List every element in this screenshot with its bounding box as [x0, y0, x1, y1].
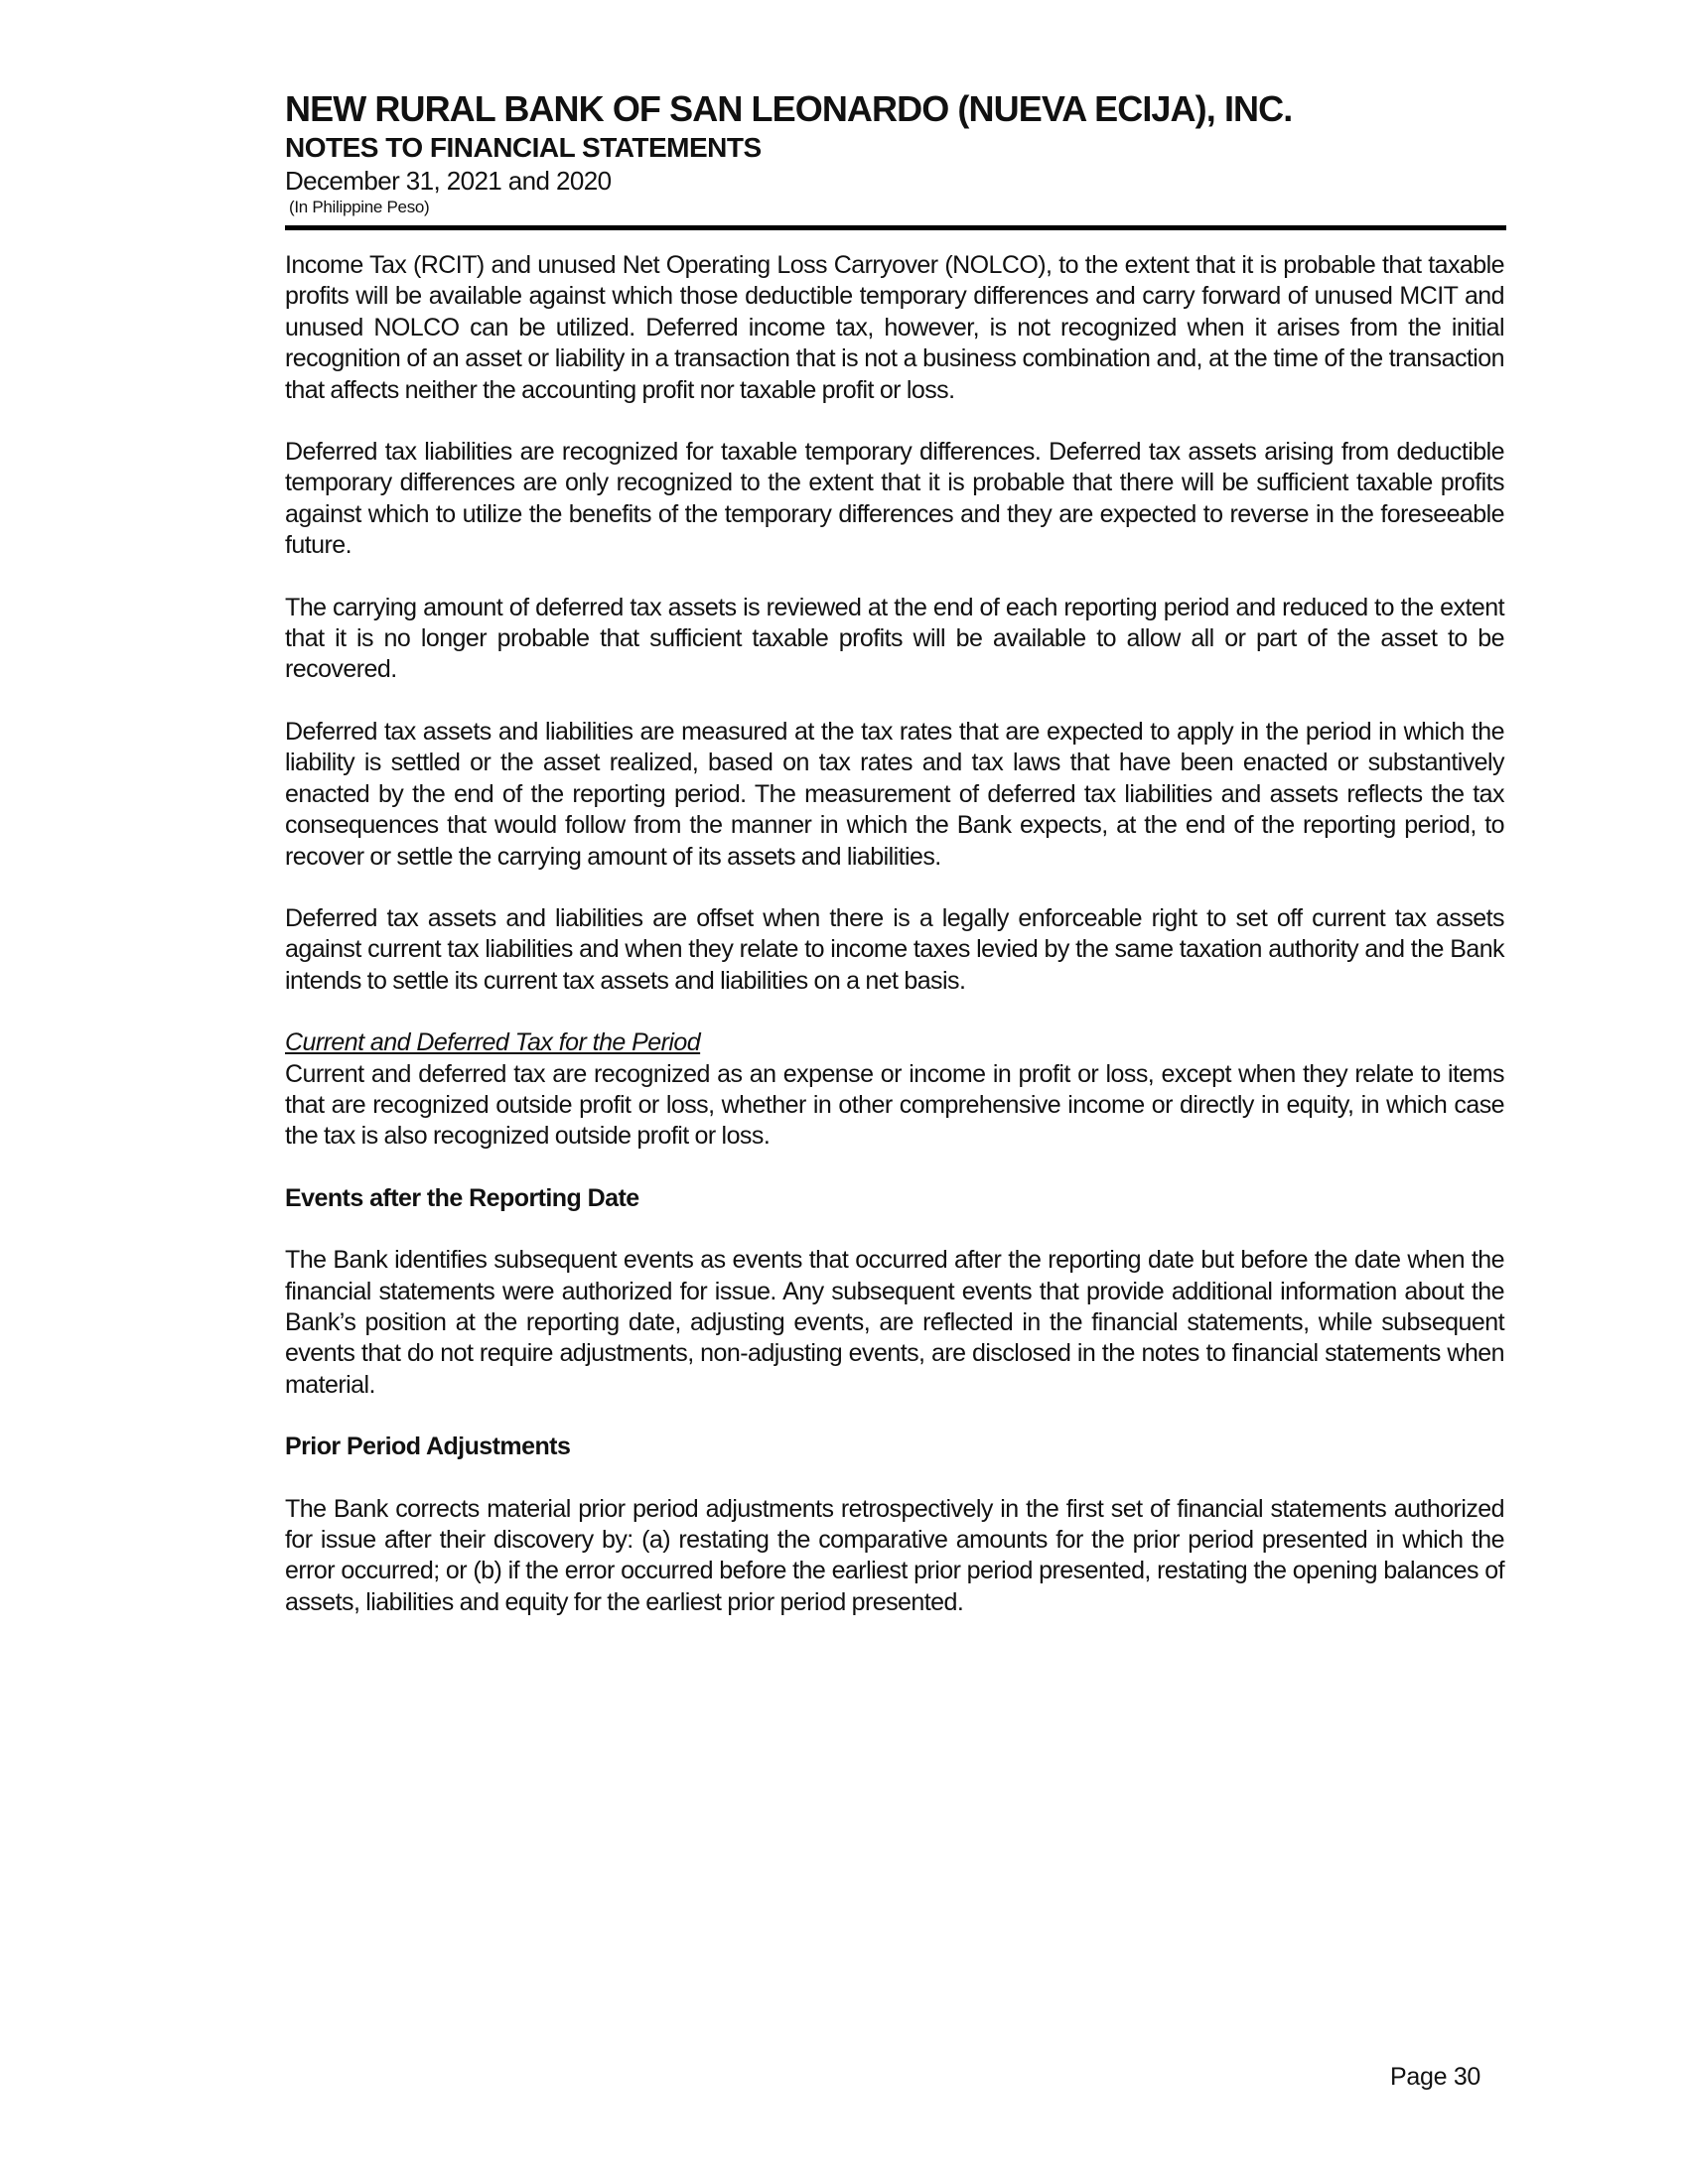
- document-title: NOTES TO FINANCIAL STATEMENTS: [285, 132, 762, 163]
- paragraph-subsequent-events: The Bank identifies subsequent events as events that occurred after the reporting date but before the date when the financial statements were authorized for issue. Any subsequent events that provide additional information about the Bank’s position at the reporting date, adjusting events, are reflected in the financial statements, while subsequent events that do not require adjustments, non-adjusting events, are disclosed in the notes to financial statements when material.: [285, 1246, 1504, 1399]
- company-name: NEW RURAL BANK OF SAN LEONARDO (NUEVA ECIJA), INC.: [285, 88, 1293, 129]
- page-number: Page 30: [1390, 2063, 1481, 2091]
- paragraph-prior-period-adjustments: The Bank corrects material prior period adjustments retrospectively in the first set of financial statements authorized for issue after their discovery by: (a) restating the comparative amounts for the prior period presented in which the error occurred; or (b) if the error occurred before the earliest prior period presented, restating the opening balances of assets, liabilities and equity for the earliest prior period presented.: [285, 1494, 1504, 1616]
- subheading-current-deferred-tax: Current and Deferred Tax for the Period: [285, 1028, 701, 1057]
- reporting-period: December 31, 2021 and 2020: [285, 166, 612, 196]
- paragraph-current-deferred-tax: Current and deferred tax are recognized as an expense or income in profit or loss, except when they relate to items that are recognized outside profit or loss, whether in other comprehensive income or directly in equity, in which case the tax is also recognized outside profit or loss.: [285, 1059, 1504, 1151]
- paragraph-deferred-tax-recognition: Income Tax (RCIT) and unused Net Operating Loss Carryover (NOLCO), to the extent that it is probable that taxable profits will be available against which those deductible temporary differences and carry forward of unused MCIT and unused NOLCO can be utilized. Deferred income tax, however, is not recognized when it arises from the initial recognition of an asset or liability in a transaction that is not a business combination and, at the time of the transaction that affects neither the accounting profit nor taxable profit or loss.: [285, 251, 1504, 404]
- page-header: [285, 87, 1506, 218]
- paragraph-carrying-amount: The carrying amount of deferred tax assets is reviewed at the end of each reporting period and reduced to the extent that it is no longer probable that sufficient taxable profits will be available to allow all or part of the asset to be recovered.: [285, 593, 1504, 684]
- paragraph-offset: Deferred tax assets and liabilities are offset when there is a legally enforceable right to set off current tax assets against current tax liabilities and when they relate to income taxes levied by the same taxation authority and the Bank intends to settle its current tax assets and liabilities on a net basis.: [285, 903, 1504, 995]
- paragraph-deferred-tax-liabilities: Deferred tax liabilities are recognized for taxable temporary differences. Deferred tax assets arising from deductible temporary differences are only recognized to the extent that it is probable that there will be sufficient taxable profits against which to utilize the benefits of the temporary differences and they are expected to reverse in the foreseeable future.: [285, 438, 1504, 560]
- header-divider: [285, 225, 1506, 230]
- document-body: [285, 250, 1504, 1649]
- paragraph-measurement: Deferred tax assets and liabilities are measured at the tax rates that are expected to apply in the period in which the liability is settled or the asset realized, based on tax rates and tax laws that have been enacted or substantively enacted by the end of the reporting period. The measurement of deferred tax liabilities and assets reflects the tax consequences that would follow from the manner in which the Bank expects, at the end of the reporting period, to recover or settle the carrying amount of its assets and liabilities.: [285, 717, 1504, 871]
- currency-note: (In Philippine Peso): [289, 198, 430, 216]
- heading-events-after-reporting-date: Events after the Reporting Date: [285, 1183, 639, 1212]
- heading-prior-period-adjustments: Prior Period Adjustments: [285, 1433, 571, 1461]
